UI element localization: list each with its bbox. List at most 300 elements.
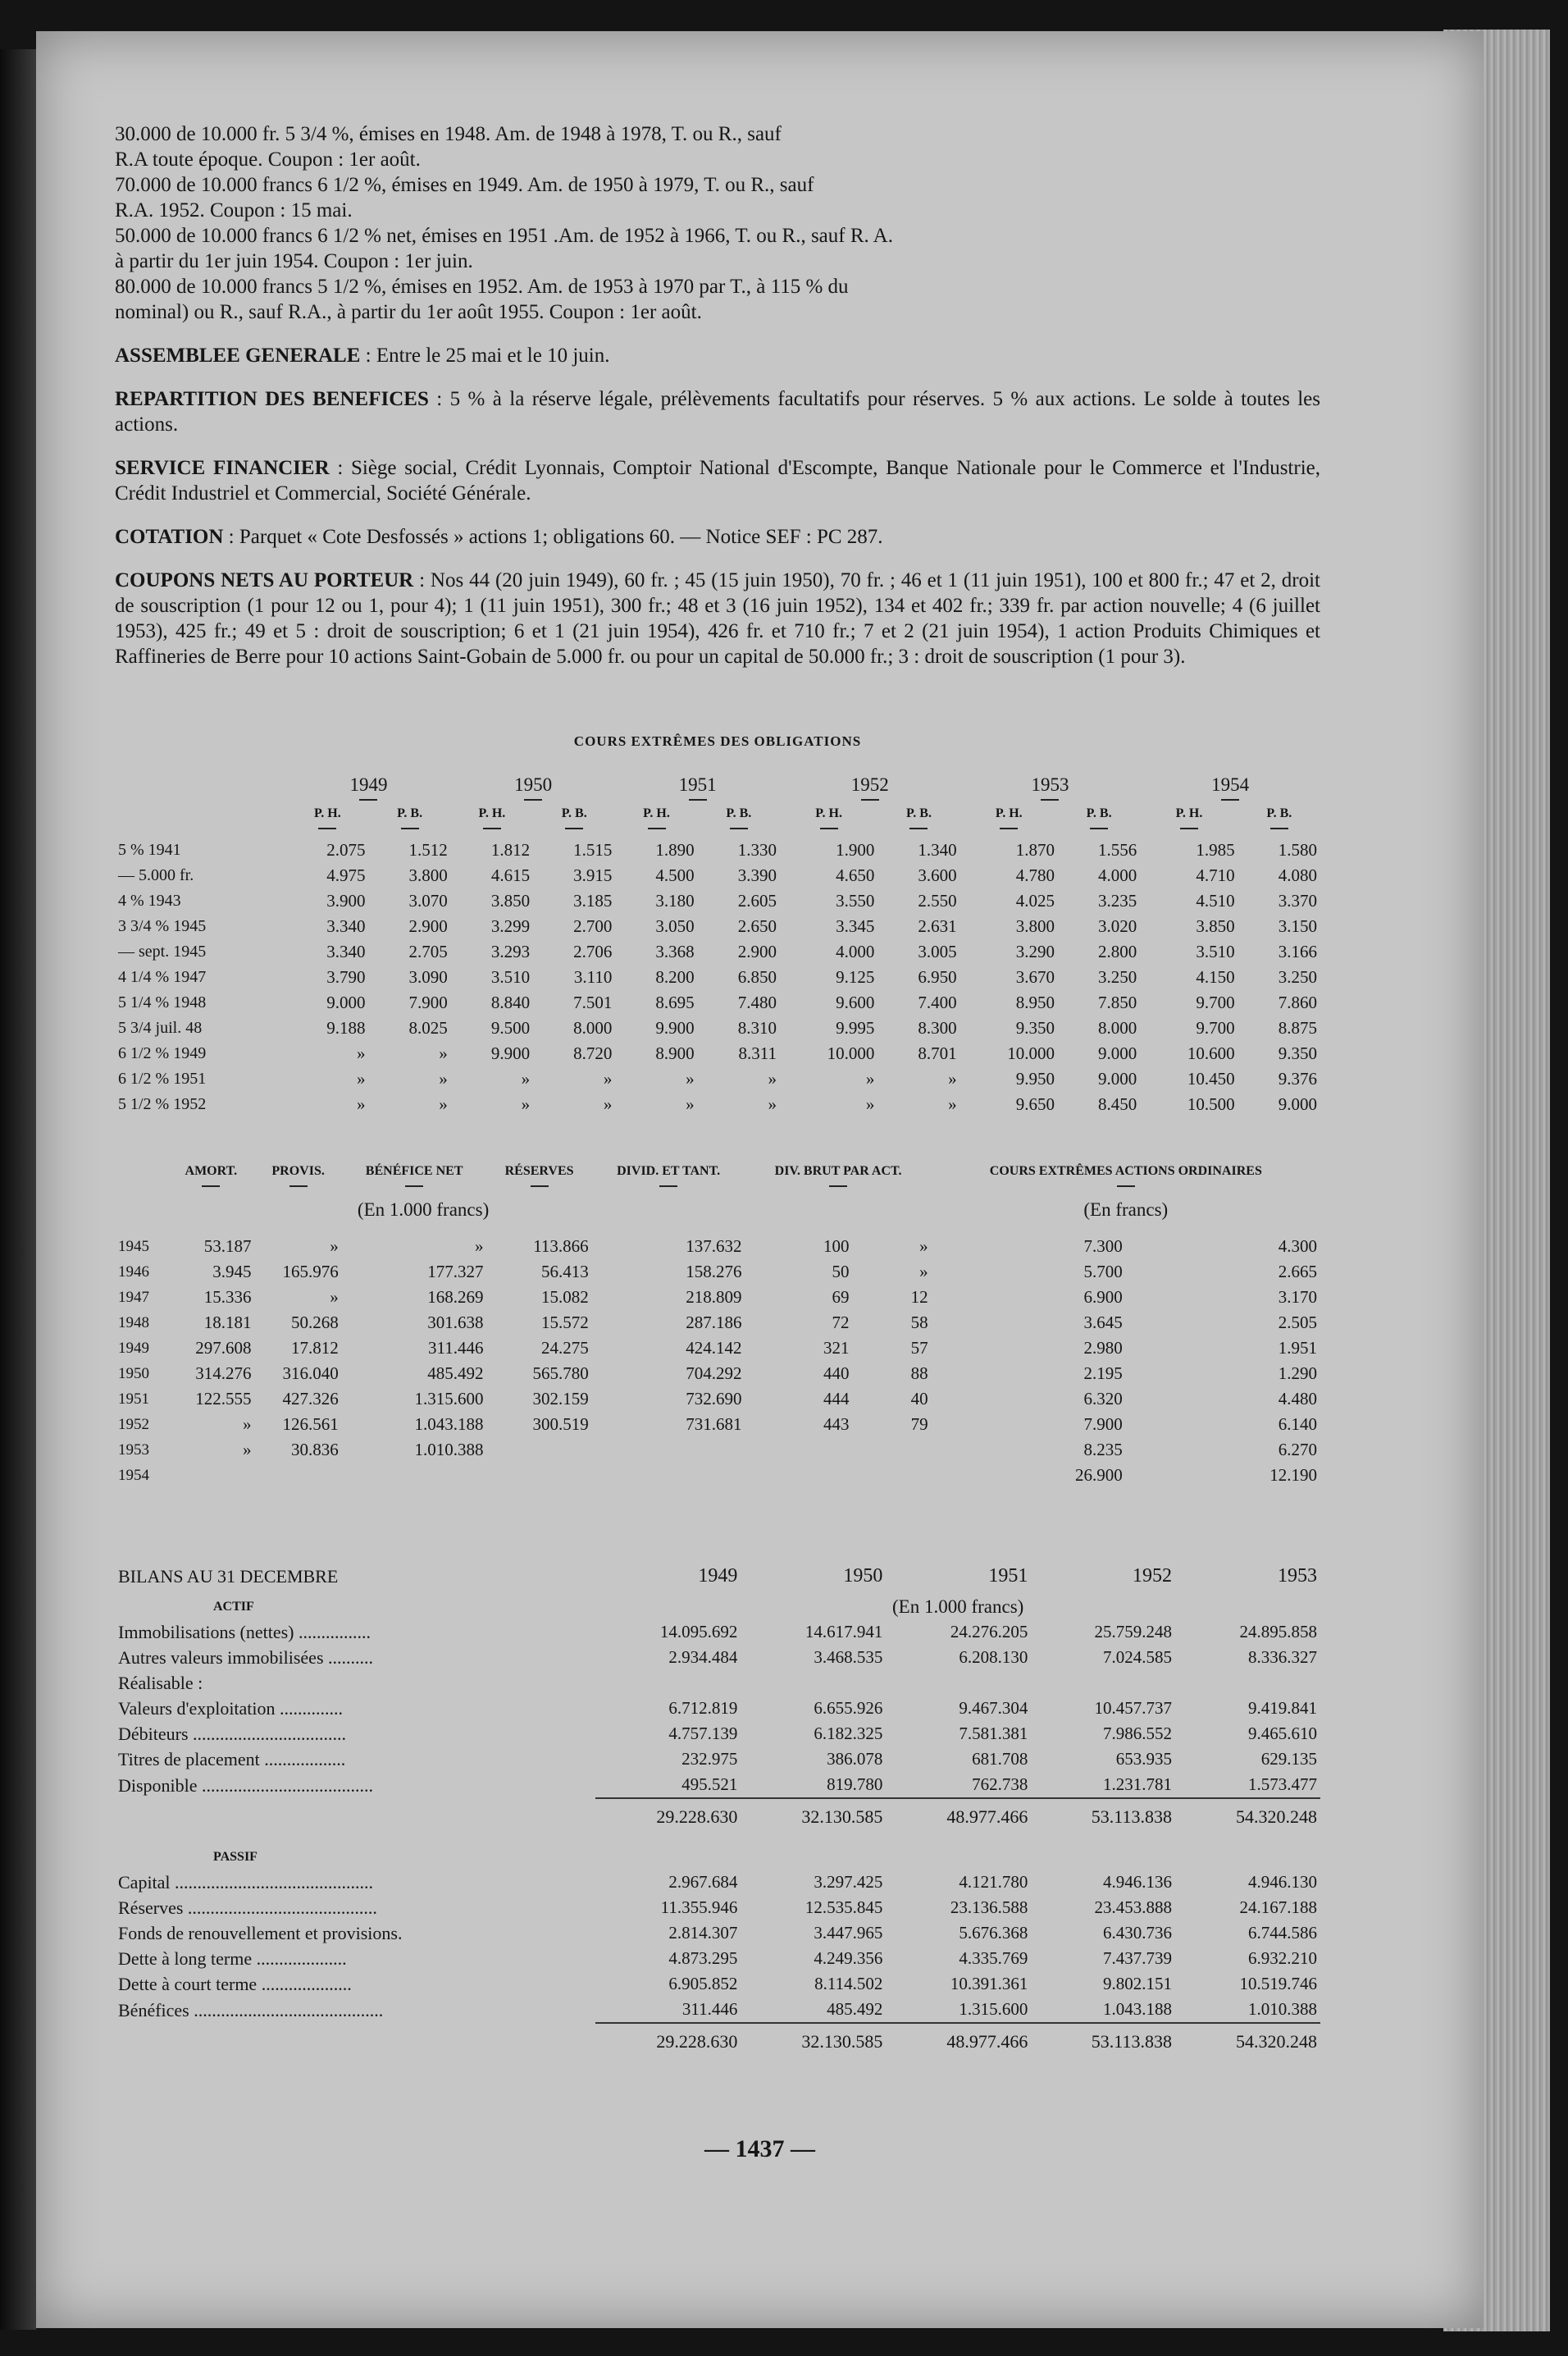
price-cell: 3.150 <box>1278 916 1317 936</box>
value-cell: 7.300 <box>1083 1236 1123 1256</box>
price-cell: 4.150 <box>1196 967 1235 987</box>
price-cell: » <box>865 1094 875 1114</box>
subheader-text: P. H. <box>313 806 341 820</box>
bond-label: 5 % 1941 <box>118 841 181 859</box>
bond-label: 3 3/4 % 1945 <box>118 917 207 935</box>
table-row <box>115 1619 1320 1645</box>
value-cell: 40 <box>910 1389 928 1409</box>
value-cell: 653.935 <box>1115 1749 1172 1769</box>
year-text: 1953 <box>1031 774 1069 795</box>
price-cell: 9.350 <box>1278 1043 1317 1063</box>
rule <box>405 1185 423 1187</box>
price-cell: 9.650 <box>1015 1094 1055 1114</box>
price-cell: 7.400 <box>918 993 957 1012</box>
price-cell: 3.850 <box>490 891 531 911</box>
value-cell: 6.932.210 <box>1248 1948 1317 1968</box>
empty-cell <box>115 1158 167 1192</box>
obligations-table-title: COURS EXTRÊMES DES OBLIGATIONS <box>573 733 862 749</box>
value-cell <box>595 1670 741 1696</box>
price-cell: » <box>865 1069 875 1089</box>
table-row <box>115 1016 1320 1041</box>
results-header <box>167 1158 254 1192</box>
value-cell: 56.413 <box>540 1262 589 1281</box>
price-cell: 6.850 <box>737 967 777 987</box>
price-cell: 8.000 <box>573 1018 613 1038</box>
value-cell <box>592 1437 745 1463</box>
value-cell: 9.465.610 <box>1248 1724 1317 1743</box>
value-cell: 314.276 <box>195 1363 252 1383</box>
value-cell: » <box>330 1236 339 1256</box>
price-cell: 2.075 <box>326 840 366 860</box>
value-cell: 24.276.205 <box>950 1622 1028 1641</box>
price-cell: 3.915 <box>573 865 613 885</box>
paragraph-label: SERVICE FINANCIER <box>115 457 330 479</box>
total-cell: 54.320.248 <box>1175 1798 1320 1829</box>
row-label: Valeurs d'exploitation .............. <box>118 1698 344 1719</box>
book-page <box>36 31 1484 2328</box>
obligations-price-table <box>115 767 1320 1117</box>
table-row <box>115 863 1320 888</box>
price-cell: » <box>768 1069 777 1089</box>
book-spine <box>0 49 36 2330</box>
value-cell: 7.986.552 <box>1102 1724 1172 1743</box>
value-cell: 4.335.769 <box>959 1948 1028 1968</box>
total-cell: 48.977.466 <box>886 1798 1031 1829</box>
price-cell: 3.180 <box>655 891 695 911</box>
price-cell: 3.185 <box>573 891 613 911</box>
value-cell: 495.521 <box>681 1774 738 1794</box>
bond-issue-line: 80.000 de 10.000 francs 5 1/2 %, émises en 1952. Am. de 1953 à 1970 par T., à 115 % du <box>115 276 849 298</box>
year-header <box>615 767 780 801</box>
price-cell: 9.000 <box>1278 1094 1317 1114</box>
value-cell: 5.700 <box>1083 1262 1123 1281</box>
value-cell: » <box>242 1414 252 1434</box>
value-cell: 7.437.739 <box>1102 1948 1172 1968</box>
year-header-row <box>115 767 1320 801</box>
value-cell: 302.159 <box>532 1389 589 1409</box>
year-text: 1952 <box>850 774 889 795</box>
price-cell: 3.110 <box>573 967 613 987</box>
table-row <box>115 1412 1320 1437</box>
price-cell: 8.025 <box>408 1018 448 1038</box>
price-cell: 8.875 <box>1278 1018 1317 1038</box>
page-content <box>115 121 1320 2054</box>
value-cell: 5.676.368 <box>959 1923 1028 1943</box>
year-header <box>886 1564 1031 1594</box>
bond-label: — 5.000 fr. <box>118 866 194 884</box>
total-cell: 32.130.585 <box>741 1798 886 1829</box>
value-cell: 218.809 <box>686 1287 742 1307</box>
rule <box>1270 828 1288 829</box>
balance-title: BILANS AU 31 DECEMBRE <box>118 1566 339 1587</box>
value-cell: 427.326 <box>282 1389 339 1409</box>
year-text: 1951 <box>988 1565 1028 1587</box>
value-cell: 2.934.484 <box>668 1647 738 1667</box>
value-cell: 1.043.188 <box>414 1414 484 1434</box>
value-cell: 69 <box>832 1287 850 1307</box>
value-cell <box>592 1463 745 1488</box>
price-cell: 8.300 <box>918 1018 957 1038</box>
paragraph-text: : Entre le 25 mai et le 10 juin. <box>360 345 610 367</box>
value-cell: 14.617.941 <box>805 1622 883 1641</box>
price-cell: 3.900 <box>326 891 366 911</box>
price-cell: 1.900 <box>836 840 875 860</box>
year-cell: 1947 <box>118 1289 149 1306</box>
value-cell: 424.142 <box>686 1338 742 1358</box>
table-row <box>115 1234 1320 1259</box>
value-cell: 100 <box>823 1236 850 1256</box>
price-cell: 2.800 <box>1098 942 1137 961</box>
value-cell: 444 <box>823 1389 850 1409</box>
results-header <box>932 1158 1320 1192</box>
price-subheader <box>877 801 959 838</box>
value-cell: 301.638 <box>427 1313 484 1332</box>
table-row <box>115 1463 1320 1488</box>
value-cell: 4.480 <box>1278 1389 1317 1409</box>
value-cell <box>745 1437 853 1463</box>
price-cell: 3.250 <box>1278 967 1317 987</box>
table-row <box>115 1696 1320 1721</box>
price-cell: 4.000 <box>836 942 875 961</box>
table-row <box>115 1971 1320 1997</box>
paragraph-label: COUPONS NETS AU PORTEUR <box>115 569 414 591</box>
financial-results-table <box>115 1158 1320 1488</box>
value-cell: 6.140 <box>1278 1414 1317 1434</box>
value-cell: 12.190 <box>1269 1465 1317 1485</box>
total-cell: 32.130.585 <box>741 2023 886 2054</box>
price-cell: 10.600 <box>1187 1043 1235 1063</box>
rule <box>1117 1185 1135 1187</box>
table-row <box>115 1336 1320 1361</box>
value-cell: 6.712.819 <box>668 1698 738 1718</box>
price-cell: 3.368 <box>655 942 695 961</box>
value-cell: 4.121.780 <box>959 1872 1028 1892</box>
value-cell: 2.967.684 <box>668 1872 738 1892</box>
bond-issue-line: nominal) ou R., sauf R.A., à partir du 1er août 1955. Coupon : 1er août. <box>115 301 702 323</box>
empty-cell <box>592 1192 932 1234</box>
price-cell: 9.125 <box>836 967 875 987</box>
value-cell <box>745 1463 853 1488</box>
paragraph-label: ASSEMBLEE GENERALE <box>115 345 361 367</box>
price-cell: 9.700 <box>1196 993 1235 1012</box>
price-cell: 2.550 <box>918 891 957 911</box>
year-cell: 1946 <box>118 1263 149 1281</box>
paragraph-label: COTATION <box>115 526 224 548</box>
section-row <box>115 1829 1320 1870</box>
price-cell: 9.376 <box>1278 1069 1317 1089</box>
actif-label: ACTIF <box>213 1600 254 1614</box>
table-row <box>115 838 1320 863</box>
year-header <box>1175 1564 1320 1594</box>
price-cell: 4.615 <box>490 865 531 885</box>
price-cell: 1.515 <box>573 840 613 860</box>
empty-cell <box>115 801 286 838</box>
value-cell: » <box>242 1440 252 1459</box>
rule <box>401 828 419 829</box>
value-cell: 2.195 <box>1083 1363 1123 1383</box>
price-cell: 9.950 <box>1015 1069 1055 1089</box>
table-row <box>115 990 1320 1016</box>
price-subheader <box>1238 801 1320 838</box>
empty-cell <box>115 767 286 801</box>
table-row <box>115 965 1320 990</box>
price-cell: 2.705 <box>408 942 448 961</box>
value-cell: 321 <box>823 1338 850 1358</box>
value-cell: 629.135 <box>1260 1749 1317 1769</box>
results-header <box>745 1158 932 1192</box>
price-cell: 1.340 <box>918 840 957 860</box>
empty-cell <box>115 1798 595 1829</box>
rule <box>565 828 583 829</box>
row-label: Disponible ...................................... <box>118 1774 374 1796</box>
passif-label-text: PASSIF <box>213 1850 258 1864</box>
total-cell: 54.320.248 <box>1175 2023 1320 2054</box>
value-cell: 3.447.965 <box>814 1923 883 1943</box>
value-cell: 311.446 <box>428 1338 484 1358</box>
bond-issue-line: 30.000 de 10.000 fr. 5 3/4 %, émises en 1948. Am. de 1948 à 1978, T. ou R., sauf <box>115 123 782 145</box>
price-cell: 9.900 <box>490 1043 531 1063</box>
price-cell: 1.870 <box>1015 840 1055 860</box>
year-cell: 1948 <box>118 1314 149 1331</box>
value-cell: 26.900 <box>1074 1465 1123 1485</box>
rule <box>1000 828 1018 829</box>
price-cell: 8.695 <box>655 993 695 1012</box>
info-paragraph <box>115 524 1320 550</box>
price-cell: » <box>603 1094 613 1114</box>
empty-cell <box>115 2023 595 2054</box>
value-cell: 18.181 <box>203 1313 252 1332</box>
price-cell: 7.850 <box>1098 993 1137 1012</box>
empty-cell <box>115 1192 254 1234</box>
price-cell: 4.975 <box>326 865 366 885</box>
value-cell <box>852 1463 931 1488</box>
rule <box>730 828 748 829</box>
subheader-text: P. H. <box>815 806 842 820</box>
value-cell: 9.467.304 <box>959 1698 1028 1718</box>
price-cell: 3.250 <box>1098 967 1137 987</box>
value-cell: 300.519 <box>532 1414 589 1434</box>
rule <box>909 828 928 829</box>
price-cell: 8.950 <box>1015 993 1055 1012</box>
value-cell: 158.276 <box>686 1262 742 1281</box>
price-subheader <box>1140 801 1238 838</box>
value-cell <box>886 1670 1031 1696</box>
price-cell: 9.700 <box>1196 1018 1235 1038</box>
total-cell: 29.228.630 <box>595 2023 741 2054</box>
year-cell: 1953 <box>118 1441 149 1459</box>
value-cell: 10.457.737 <box>1094 1698 1172 1718</box>
price-cell: 7.480 <box>737 993 777 1012</box>
price-cell: 8.200 <box>655 967 695 987</box>
price-cell: » <box>948 1094 957 1114</box>
price-cell: 10.450 <box>1187 1069 1235 1089</box>
bond-issues-paragraph <box>115 121 1320 325</box>
value-cell: 8.336.327 <box>1248 1647 1317 1667</box>
table-row <box>115 1041 1320 1066</box>
value-cell: 126.561 <box>282 1414 339 1434</box>
subheader-text: P. B. <box>561 806 587 820</box>
price-cell: 4.500 <box>655 865 695 885</box>
value-cell: 9.419.841 <box>1248 1698 1317 1718</box>
value-cell: 50 <box>832 1262 850 1281</box>
total-row <box>115 1798 1320 1829</box>
header-text: RÉSERVES <box>504 1164 574 1178</box>
price-cell: 8.701 <box>918 1043 957 1063</box>
subheader-text: P. B. <box>905 806 932 820</box>
price-cell: 2.900 <box>408 916 448 936</box>
value-cell: 819.780 <box>827 1774 883 1794</box>
price-cell: 3.020 <box>1098 916 1137 936</box>
subheader-text: P. B. <box>1266 806 1292 820</box>
price-cell: 3.290 <box>1015 942 1055 961</box>
value-cell: 3.645 <box>1083 1313 1123 1332</box>
unit-label: (En 1.000 francs) <box>357 1199 490 1220</box>
price-cell: 7.900 <box>408 993 448 1012</box>
table-row <box>115 1361 1320 1386</box>
row-label: Réserves .......................................... <box>118 1897 377 1918</box>
value-cell: 681.708 <box>972 1749 1028 1769</box>
table-row <box>115 1259 1320 1285</box>
rule <box>483 828 501 829</box>
value-cell: 10.391.361 <box>950 1974 1028 1993</box>
price-cell: 3.510 <box>490 967 531 987</box>
value-cell: 485.492 <box>427 1363 484 1383</box>
price-cell: » <box>356 1094 366 1114</box>
value-cell: 113.866 <box>533 1236 589 1256</box>
price-cell: 3.235 <box>1098 891 1137 911</box>
value-cell: 6.320 <box>1083 1389 1123 1409</box>
value-cell: 1.010.388 <box>414 1440 484 1459</box>
price-cell: 3.293 <box>490 942 531 961</box>
bond-label: 5 3/4 juil. 48 <box>118 1019 203 1037</box>
value-cell: 3.170 <box>1278 1287 1317 1307</box>
bond-issue-line: à partir du 1er juin 1954. Coupon : 1er juin. <box>115 250 473 272</box>
value-cell: 311.446 <box>681 1999 738 2019</box>
value-cell: 168.269 <box>427 1287 484 1307</box>
price-cell: » <box>521 1069 531 1089</box>
value-cell: 88 <box>910 1363 928 1383</box>
row-label: Fonds de renouvellement et provisions. <box>118 1923 403 1943</box>
rule <box>820 828 838 829</box>
price-cell: 9.600 <box>836 993 875 1012</box>
total-cell: 53.113.838 <box>1031 1798 1175 1829</box>
price-cell: 8.311 <box>738 1043 777 1063</box>
year-header <box>1031 1564 1175 1594</box>
unit-row <box>115 1594 1320 1619</box>
value-cell: 6.430.736 <box>1102 1923 1172 1943</box>
rule <box>531 1185 549 1187</box>
value-cell: 24.167.188 <box>1239 1897 1317 1917</box>
price-subheader <box>615 801 697 838</box>
results-header <box>592 1158 745 1192</box>
price-cell: » <box>686 1069 695 1089</box>
year-cell: 1951 <box>118 1390 149 1408</box>
price-cell: 4.000 <box>1098 865 1137 885</box>
row-label: Bénéfices .......................................... <box>118 1999 384 2020</box>
price-cell: 2.605 <box>737 891 777 911</box>
price-cell: 4.025 <box>1015 891 1055 911</box>
year-text: 1949 <box>698 1565 738 1587</box>
table-row <box>115 1920 1320 1946</box>
price-cell: 1.512 <box>408 840 448 860</box>
price-cell: 3.370 <box>1278 891 1317 911</box>
results-header <box>254 1158 341 1192</box>
value-cell: 2.814.307 <box>668 1923 738 1943</box>
value-cell: 7.581.381 <box>959 1724 1028 1743</box>
row-label: Dette à long terme .................... <box>118 1948 347 1969</box>
value-cell: 1.573.477 <box>1248 1774 1317 1794</box>
price-cell: 10.000 <box>827 1043 875 1063</box>
paragraph-text: : Nos 44 (20 juin 1949), 60 fr. ; 45 (15 juin 1950), 70 fr. ; 46 et 1 (11 juin 1951), 100 et 800 fr.; 47 et 2, droit de souscription (1 pour 12 ou 1, pour 4); 1 (11 juin 1951), 300 fr.; 48 et 3 (16 juin 1952), 134 et 402 fr.; 339 fr. par action nouvelle; 4 (6 juillet 1953), 425 fr.; 49 et 5 : droit de souscription; 6 et 1 (21 juin 1954), 426 fr. et 710 fr.; 7 et 2 (21 juin 1954), 1 action Produits Chimiques et Raffineries de Berre pour 10 actions Saint-Gobain de 5.000 fr. ou pour un capital de 50.000 fr.; 3 : droit de souscription (1 pour 3). <box>115 569 1320 668</box>
value-cell <box>487 1463 592 1488</box>
price-cell: 3.800 <box>1015 916 1055 936</box>
value-cell: 1.315.600 <box>414 1389 484 1409</box>
price-cell: » <box>768 1094 777 1114</box>
bond-label: — sept. 1945 <box>118 943 207 961</box>
rule <box>202 1185 220 1187</box>
value-cell <box>487 1437 592 1463</box>
value-cell: 3.945 <box>212 1262 252 1281</box>
results-header-row <box>115 1158 1320 1192</box>
row-label: Autres valeurs immobilisées .......... <box>118 1647 374 1668</box>
year-text: 1950 <box>843 1565 883 1587</box>
value-cell: 6.182.325 <box>814 1724 883 1743</box>
rule <box>289 1185 308 1187</box>
value-cell: 50.268 <box>291 1313 339 1332</box>
passif-label <box>115 1829 1320 1870</box>
price-cell: 3.340 <box>326 916 366 936</box>
value-cell: 1.315.600 <box>959 1999 1028 2019</box>
value-cell: » <box>919 1262 928 1281</box>
value-cell: 2.505 <box>1278 1313 1317 1332</box>
rule <box>1180 828 1198 829</box>
section-label-cell <box>115 1594 595 1619</box>
page-number: — 1437 — <box>704 2135 815 2162</box>
price-cell: 9.350 <box>1015 1018 1055 1038</box>
value-cell: 1.043.188 <box>1102 1999 1172 2019</box>
value-cell: 57 <box>910 1338 928 1358</box>
value-cell: 3.468.535 <box>814 1647 883 1667</box>
year-text: 1949 <box>349 774 388 795</box>
table-row <box>115 1895 1320 1920</box>
table-row <box>115 1772 1320 1798</box>
year-cell: 1952 <box>118 1416 149 1433</box>
value-cell: 1.951 <box>1278 1338 1317 1358</box>
value-cell: 316.040 <box>282 1363 339 1383</box>
value-cell: 53.187 <box>203 1236 252 1256</box>
price-cell: 8.900 <box>655 1043 695 1063</box>
year-header <box>780 767 960 801</box>
price-cell: » <box>686 1094 695 1114</box>
price-cell: 10.000 <box>1007 1043 1055 1063</box>
total-cell: 29.228.630 <box>595 1798 741 1829</box>
value-cell: 731.681 <box>686 1414 742 1434</box>
header-text: DIVID. ET TANT. <box>617 1164 721 1178</box>
bond-issue-line: 70.000 de 10.000 francs 6 1/2 %, émises en 1949. Am. de 1950 à 1979, T. ou R., sauf <box>115 174 814 196</box>
value-cell: 30.836 <box>291 1440 339 1459</box>
header-text: AMORT. <box>185 1164 238 1178</box>
price-cell: 10.500 <box>1187 1094 1235 1114</box>
price-cell: 3.600 <box>918 865 957 885</box>
value-cell: 287.186 <box>686 1313 742 1332</box>
price-cell: » <box>521 1094 531 1114</box>
price-cell: » <box>603 1069 613 1089</box>
paragraph-label: REPARTITION DES BENEFICES <box>115 388 429 410</box>
price-cell: 7.860 <box>1278 993 1317 1012</box>
info-paragraph <box>115 386 1320 437</box>
year-header <box>1140 767 1320 801</box>
year-header <box>595 1564 741 1594</box>
